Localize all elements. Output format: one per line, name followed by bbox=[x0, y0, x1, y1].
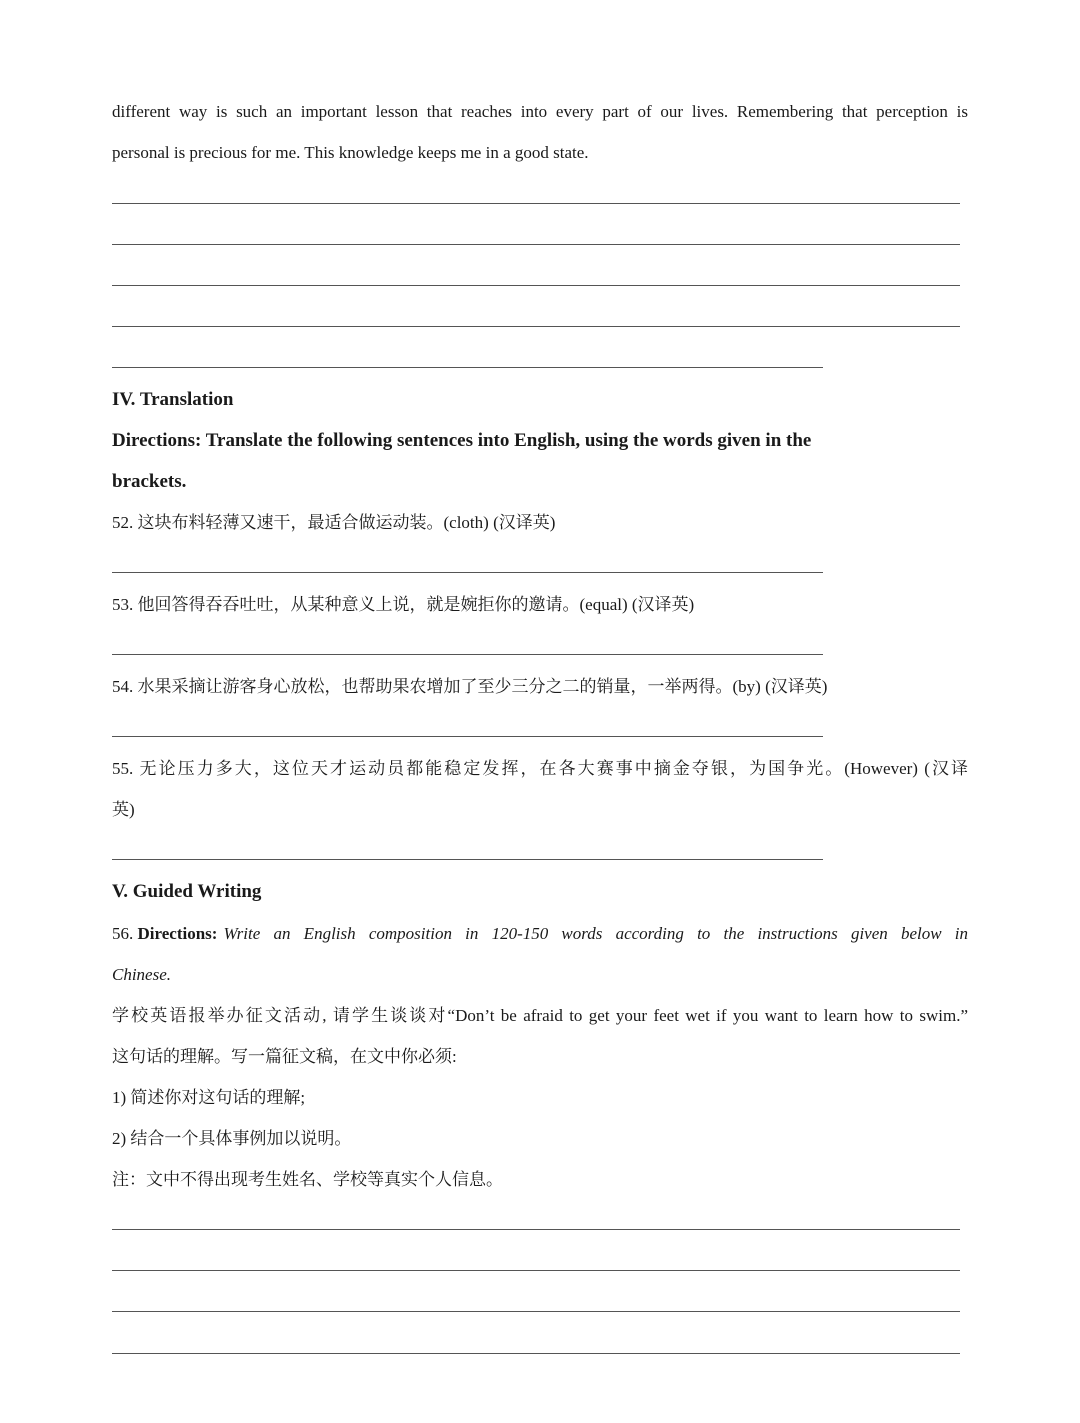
question-number: 56. bbox=[112, 924, 134, 943]
directions-text: Write an English composition in 120-150 words according to the instructions given below in bbox=[223, 924, 968, 943]
answer-line[interactable] bbox=[112, 326, 960, 327]
answer-line-54[interactable] bbox=[112, 736, 823, 737]
question-53: 53. 他回答得吞吞吐吐，从某种意义上说，就是婉拒你的邀请。(equal) (汉译英) bbox=[112, 595, 695, 614]
writing-answer-line[interactable] bbox=[112, 1353, 960, 1354]
question-55: 55. 无论压力多大，这位天才运动员都能稳定发挥，在各大赛事中摘金夺银，为国争光。(However) (汉译 bbox=[112, 759, 968, 778]
writing-directions bbox=[112, 923, 968, 945]
section-heading-translation: IV. Translation bbox=[112, 389, 234, 410]
answer-line-53[interactable] bbox=[112, 654, 823, 655]
writing-answer-line[interactable] bbox=[112, 1311, 960, 1312]
writing-answer-line[interactable] bbox=[112, 1229, 960, 1230]
answer-line[interactable] bbox=[112, 244, 960, 245]
answer-line-55[interactable] bbox=[112, 859, 823, 860]
section-heading-guided-writing: V. Guided Writing bbox=[112, 881, 262, 902]
requirement-1: 1) 简述你对这句话的理解; bbox=[112, 1088, 306, 1107]
passage-line: different way is such an important lesson that reaches into every part of our lives. Remembering that perception is bbox=[112, 102, 968, 121]
writing-directions-cont: Chinese. bbox=[112, 965, 172, 984]
answer-line[interactable] bbox=[112, 367, 823, 368]
answer-line[interactable] bbox=[112, 203, 960, 204]
directions-label: Directions: bbox=[137, 924, 218, 943]
answer-line[interactable] bbox=[112, 285, 960, 286]
writing-prompt-cont: 这句话的理解。写一篇征文稿，在文中你必须: bbox=[112, 1047, 457, 1066]
translation-directions: brackets. bbox=[112, 471, 187, 492]
question-55-cont: 英) bbox=[112, 800, 135, 819]
translation-directions: Directions: Translate the following sentences into English, using the words given in the bbox=[112, 430, 812, 451]
writing-note: 注：文中不得出现考生姓名、学校等真实个人信息。 bbox=[112, 1170, 503, 1189]
writing-answer-line[interactable] bbox=[112, 1270, 960, 1271]
question-52: 52. 这块布料轻薄又速干，最适合做运动装。(cloth) (汉译英) bbox=[112, 513, 556, 532]
answer-line-52[interactable] bbox=[112, 572, 823, 573]
question-54: 54. 水果采摘让游客身心放松，也帮助果农增加了至少三分之二的销量，一举两得。(by) (汉译英) bbox=[112, 677, 828, 696]
writing-prompt: 学校英语报举办征文活动, 请学生谈谈对“Don’t be afraid to get your feet wet if you want to learn how to swim.” bbox=[112, 1006, 968, 1025]
question-number-56 bbox=[112, 923, 217, 945]
passage-line: personal is precious for me. This knowledge keeps me in a good state. bbox=[112, 143, 589, 162]
requirement-2: 2) 结合一个具体事例加以说明。 bbox=[112, 1129, 352, 1148]
